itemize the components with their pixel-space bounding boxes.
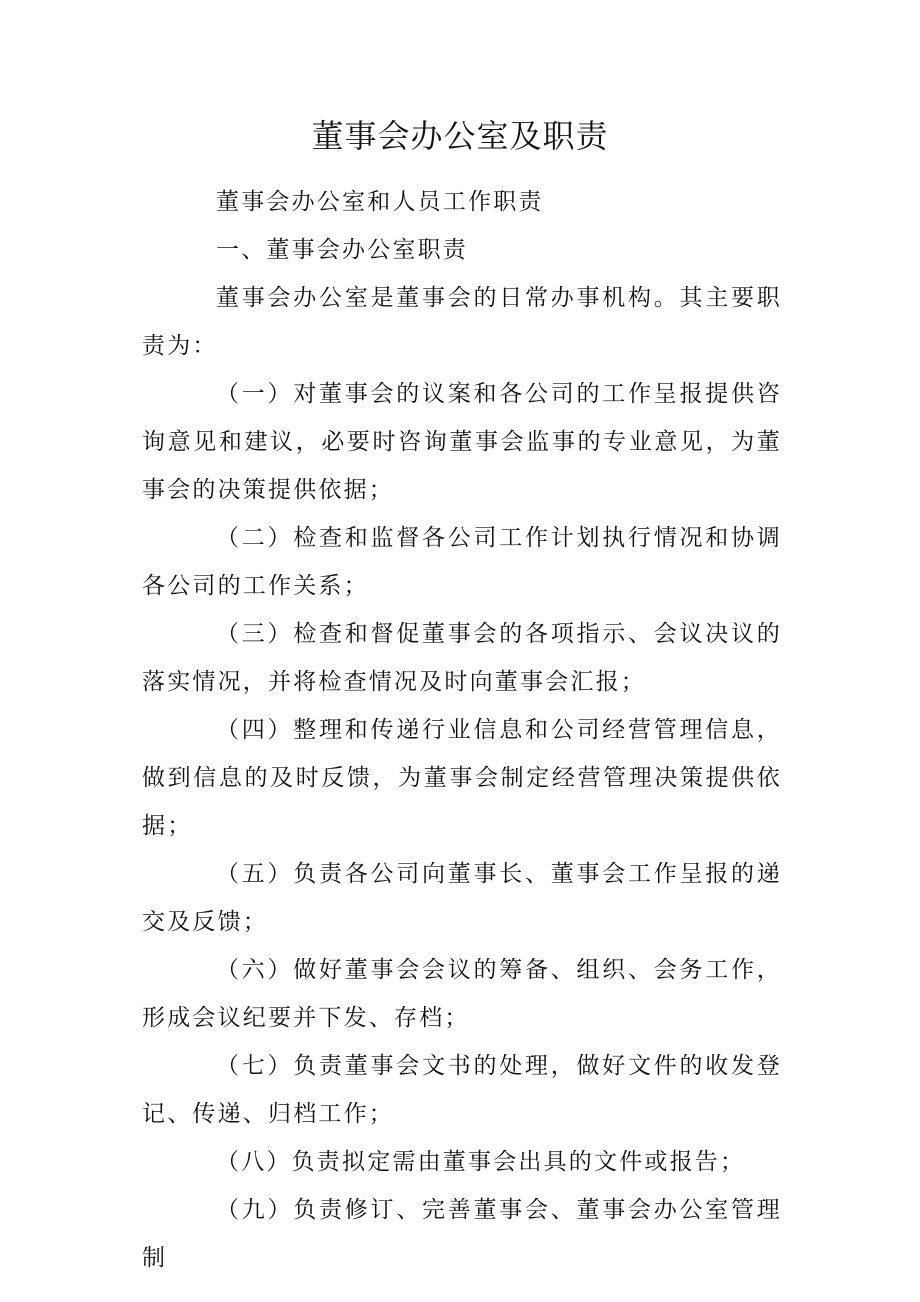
paragraph-item-8: （八）负责拟定需由董事会出具的文件或报告； [216, 1149, 746, 1175]
paragraph-item-4: （四）整理和传递行业信息和公司经营管理信息，做到信息的及时反馈，为董事会制定经营管理决策提供依据； [142, 717, 782, 839]
paragraph-subtitle: 董事会办公室和人员工作职责 [216, 189, 544, 215]
paragraph-item-7: （七）负责董事会文书的处理，做好文件的收发登记、传递、归档工作； [142, 1053, 782, 1127]
paragraph-item-2: （二）检查和监督各公司工作计划执行情况和协调各公司的工作关系； [142, 525, 782, 599]
paragraph-item-5: （五）负责各公司向董事长、董事会工作呈报的递交及反馈； [142, 861, 782, 935]
paragraph-section-heading: 一、董事会办公室职责 [216, 237, 468, 263]
paragraph-item-3: （三）检查和督促董事会的各项指示、会议决议的落实情况，并将检查情况及时向董事会汇报； [142, 621, 782, 695]
document-title: 董事会办公室及职责 [311, 117, 609, 155]
paragraph-intro: 董事会办公室是董事会的日常办事机构。其主要职责为： [142, 285, 782, 359]
paragraph-item-1: （一）对董事会的议案和各公司的工作呈报提供咨询意见和建议，必要时咨询董事会监事的专业意见，为董事会的决策提供依据； [142, 381, 782, 503]
document-body [142, 178, 782, 1282]
paragraph-item-9: （九）负责修订、完善董事会、董事会办公室管理制 [142, 1197, 782, 1271]
paragraph-item-6: （六）做好董事会会议的筹备、组织、会务工作，形成会议纪要并下发、存档； [142, 957, 782, 1031]
